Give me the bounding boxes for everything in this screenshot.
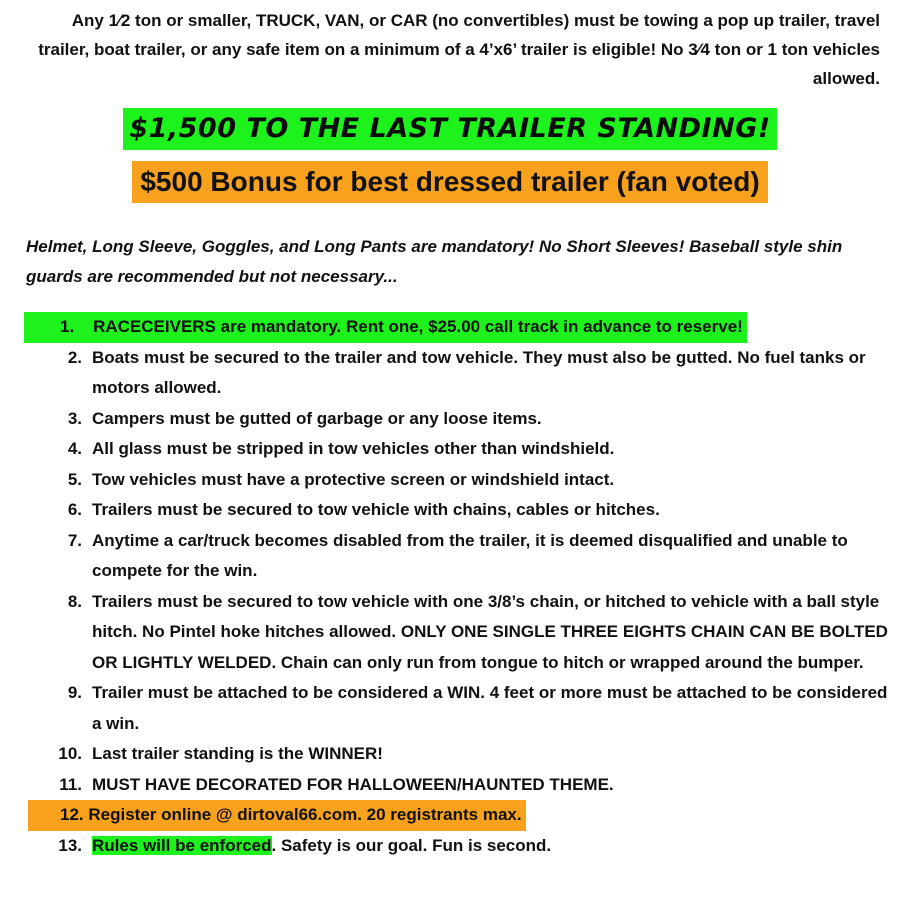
rule-number: 1. [60, 317, 75, 336]
rule-text-highlight: Rules will be enforced [92, 835, 272, 855]
safety-gear-notice: Helmet, Long Sleeve, Goggles, and Long Pants are mandatory! No Short Sleeves! Baseball style shin guards are recommended but not necessary... [26, 237, 843, 286]
rule-text: Trailers must be secured to tow vehicle with one 3/8’s chain, or hitched to vehicle with a ball style hitch. No Pintel hoke hitches allowed. ONLY ONE SINGLE THREE EIGHTS CHAIN CAN BE BOLTED OR LIGHTLY WELDED. Chain can only run from tongue to hitch or wrapped around the bumper. [92, 591, 888, 672]
rule-number: 6. [67, 500, 82, 519]
rule-number: 13. [58, 835, 82, 855]
rule-number: 5. [67, 469, 82, 489]
rule-text: Tow vehicles must have a protective screen or windshield intact. [92, 469, 615, 489]
rule-text: MUST HAVE DECORATED FOR HALLOWEEN/HAUNTED THEME. [92, 774, 614, 794]
prize-headline: $1,500 TO THE LAST TRAILER STANDING! [123, 108, 776, 150]
rule-number: 4. [67, 439, 82, 458]
rule-text: All glass must be stripped in tow vehicles other than windshield. [92, 439, 615, 458]
rule-text: . Safety is our goal. Fun is second. [271, 835, 552, 855]
rule-number: 8. [67, 591, 82, 611]
rule-item [0, 343, 900, 404]
rule-item [0, 678, 900, 739]
rule-highlight [28, 800, 526, 831]
rule-item [0, 831, 900, 862]
bonus-headline: $500 Bonus for best dressed trailer (fan voted) [132, 161, 767, 203]
rule-item [0, 312, 900, 343]
rule-text-wrap [92, 831, 892, 862]
rule-text: Trailer must be attached to be considered a WIN. 4 feet or more must be attached to be considered a win. [92, 683, 888, 733]
rule-item [0, 465, 900, 496]
bonus-headline-wrap [0, 161, 900, 203]
rule-item [0, 495, 900, 526]
rule-item [0, 800, 900, 831]
rule-item [0, 526, 900, 587]
rule-number: 10. [58, 744, 82, 763]
rule-number: 7. [67, 530, 82, 550]
eligibility-text: Any 1⁄2 ton or smaller, TRUCK, VAN, or CAR (no convertibles) must be towing a pop up trailer, travel trailer, boat trailer, or any safe item on a minimum of a 4’x6’ trailer is eligible! No 3⁄4 ton or 1 ton vehicles allowed. [38, 11, 880, 88]
rule-highlight [24, 312, 747, 343]
rule-item [0, 404, 900, 435]
prize-headline-wrap [0, 108, 900, 150]
rule-number: 11. [59, 774, 82, 794]
rule-number: 12. [60, 805, 84, 824]
rule-text: Anytime a car/truck becomes disabled from the trailer, it is deemed disqualified and unable to compete for the win. [92, 530, 848, 580]
rule-item [0, 739, 900, 770]
rules-list [0, 312, 900, 861]
rule-text: RACECEIVERS are mandatory. Rent one, $25.00 call track in advance to reserve! [93, 317, 743, 336]
rule-number: 9. [67, 683, 82, 702]
rule-text: Last trailer standing is the WINNER! [92, 744, 383, 763]
rule-text: Trailers must be secured to tow vehicle with chains, cables or hitches. [92, 500, 660, 519]
rule-text: Boats must be secured to the trailer and tow vehicle. They must also be gutted. No fuel tanks or motors allowed. [92, 347, 866, 397]
rule-text: Register online @ dirtoval66.com. 20 registrants max. [88, 805, 522, 824]
rule-number: 3. [67, 408, 82, 428]
rule-item [0, 770, 900, 801]
rule-item [0, 587, 900, 679]
rule-number: 2. [67, 347, 82, 367]
rule-text: Campers must be gutted of garbage or any loose items. [92, 408, 542, 428]
rule-item [0, 434, 900, 465]
